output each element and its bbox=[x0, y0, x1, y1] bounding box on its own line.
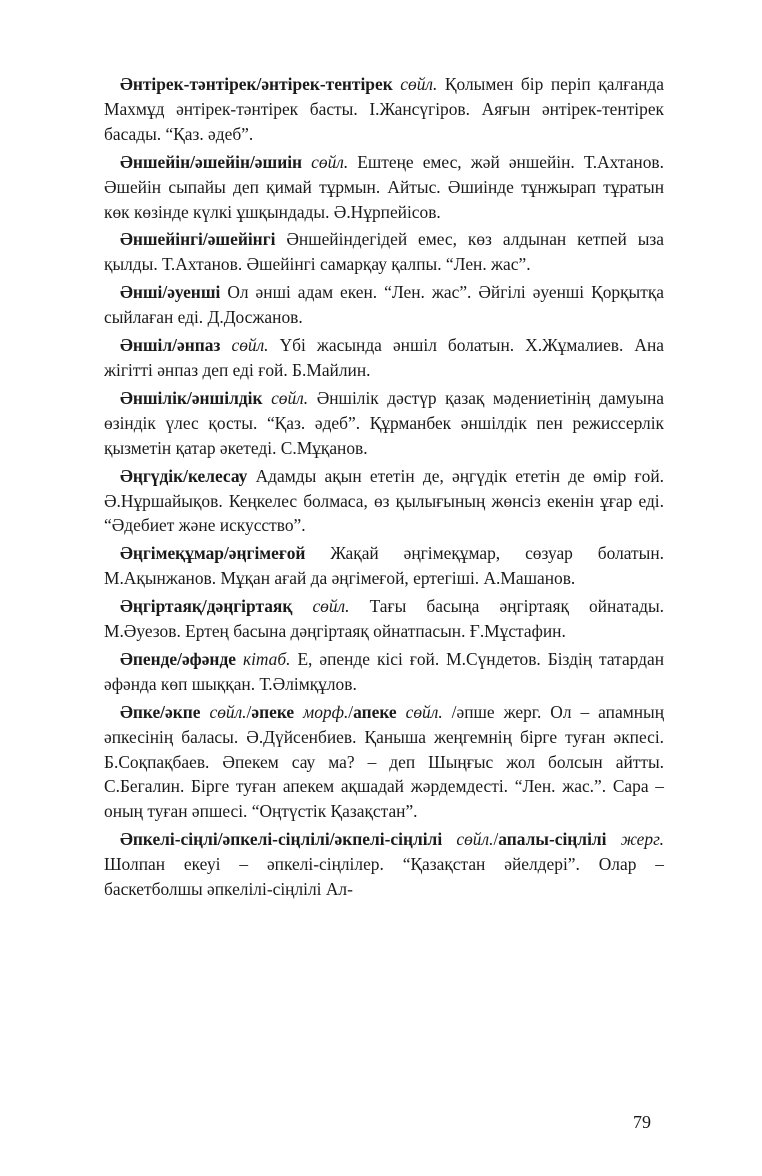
entry-epkeli-sinli bbox=[104, 827, 664, 902]
entry-text: Шолпан екеуі – әпкелі-сіңлілер. “Қазақстан әйелдері”. Олар – баскетболшы әпкелілі-сіңлілі Ал- bbox=[104, 854, 664, 900]
entry-text: /әпше жерг. Ол – апамның әпкесінің баласы. Ә.Дүйсенбиев. Қаныша жеңгемнің бірге туған әкпесі. Б.Соқпақбаев. Әпекем сау ма? – деп Шыңғыс жол болсын айтты. С.Бегалин. Бірге туған апекем ақшадай жәрдемдесті. “Лен. жас.”. Сара – оның туған әпшесі. “Оңтүстік Қазақстан”. bbox=[104, 701, 664, 822]
headword: Әншілік/әншілдік bbox=[120, 387, 263, 408]
entry-ensheyin bbox=[104, 150, 664, 225]
headword-variant: әпеке bbox=[251, 701, 295, 722]
entry-engimekumar bbox=[104, 541, 664, 591]
headword: Әншіл/әнпаз bbox=[120, 335, 221, 356]
headword: Әңгімеқұмар/әңгімеғой bbox=[120, 543, 306, 564]
headword: Әншейін/әшейін/әшиін bbox=[120, 151, 303, 172]
usage-label: кітаб. bbox=[242, 648, 291, 669]
usage-label: сөйл. bbox=[456, 829, 494, 850]
usage-label: сөйл. bbox=[311, 151, 349, 172]
entry-text: Тағы басыңа әңгіртаяқ ойнатады. М.Әуезов. Ертең басына дәңгіртаяқ ойнатпасын. Ғ.Мұстафин. bbox=[104, 596, 664, 642]
entries-column bbox=[104, 72, 664, 905]
entry-entirek bbox=[104, 72, 664, 147]
entry-text: Ол әнші адам екен. “Лен. жас”. Әйгілі әуенші Қорқытқа сыйлаған еді. Д.Досжанов. bbox=[104, 282, 664, 328]
headword: Әңгүдік/келесау bbox=[120, 465, 248, 486]
headword: Әнші/әуенші bbox=[120, 282, 221, 303]
headword: Әпке/әкпе bbox=[120, 701, 201, 722]
separator: / bbox=[493, 829, 499, 850]
entry-text: Е, әпенде кісі ғой. М.Сүндетов. Біздің татардан әфәнда көп шыққан. Т.Әлімқұлов. bbox=[104, 648, 664, 694]
usage-label: сөйл. bbox=[405, 701, 443, 722]
headword: Әншейінгі/әшейінгі bbox=[120, 229, 276, 250]
headword-variant: апеке bbox=[353, 701, 397, 722]
usage-label: сөйл. bbox=[312, 596, 350, 617]
entry-text: Үбі жасында әншіл болатын. Х.Жұмалиев. Ана жігітті әнпаз деп еді ғой. Б.Майлин. bbox=[104, 335, 665, 380]
entry-text: Әншілік дәстүр қазақ мәдениетінің дамуына өзіндік үлес қосты. “Қаз. әдеб”. Құрманбек әншілдік пен режиссерлік қызметін қатар әкетеді. С.Мұқанов. bbox=[104, 387, 664, 458]
separator: / bbox=[348, 701, 354, 722]
usage-label: сөйл. bbox=[231, 335, 269, 356]
usage-label: морф. bbox=[303, 701, 349, 722]
entry-enshil bbox=[104, 333, 664, 383]
usage-label: сөйл. bbox=[209, 701, 247, 722]
usage-label: сөйл. bbox=[271, 387, 309, 408]
entry-text: Әншейіндегідей емес, көз алдынан кетпей ыза қылды. Т.Ахтанов. Әшейінгі самарқау қалпы. “Лен. жас”. bbox=[104, 229, 664, 275]
entry-engudik bbox=[104, 464, 664, 539]
headword: Әңгіртаяқ/дәңгіртаяқ bbox=[120, 596, 293, 617]
headword: Әнтірек-тәнтірек/әнтірек-тентірек bbox=[120, 74, 393, 94]
headword: Әпкелі-сіңлі/әпкелі-сіңлілі/әкпелі-сіңлілі bbox=[120, 829, 443, 850]
entry-text: Адамды ақын ететін де, әңгүдік ететін де өмір ғой. Ә.Нұршайықов. Кеңкелес болмаса, өз қылығының жөнсіз екенін ұғар еді. “Әдебиет және искусство”. bbox=[104, 465, 664, 536]
page-number: 79 bbox=[633, 1112, 651, 1132]
entry-engirtayak bbox=[104, 594, 664, 644]
entry-ensheyingi bbox=[104, 227, 664, 277]
entry-epke bbox=[104, 700, 664, 825]
entry-enshi bbox=[104, 280, 664, 330]
entry-text: Ештеңе емес, жәй әншейін. Т.Ахтанов. Әшейін сыпайы деп қимай тұрмын. Айтыс. Әшиінде тұнжырап тұратын көк көзінде күлкі ұшқындады. Ә.Нұрпейісов. bbox=[104, 151, 664, 222]
entry-text: Жақай әңгімеқұмар, сөзуар болатын. М.Ақынжанов. Мұқан ағай да әңгімеғой, ертегіші. А.Машанов. bbox=[104, 543, 664, 589]
entry-epende bbox=[104, 647, 664, 697]
separator: / bbox=[246, 701, 252, 722]
headword: Әпенде/әфәнде bbox=[120, 648, 236, 669]
usage-label: сөйл. bbox=[400, 74, 438, 94]
headword-variant: апалы-сіңлілі bbox=[498, 829, 607, 850]
entry-enshilik bbox=[104, 386, 664, 461]
entry-text: Қолымен бір періп қалғанда Махмұд әнтірек-тәнтірек басты. І.Жансүгіров. Аяғын әнтірек-тентірек басады. “Қаз. әдеб”. bbox=[104, 74, 664, 144]
usage-label: жерг. bbox=[620, 829, 664, 850]
